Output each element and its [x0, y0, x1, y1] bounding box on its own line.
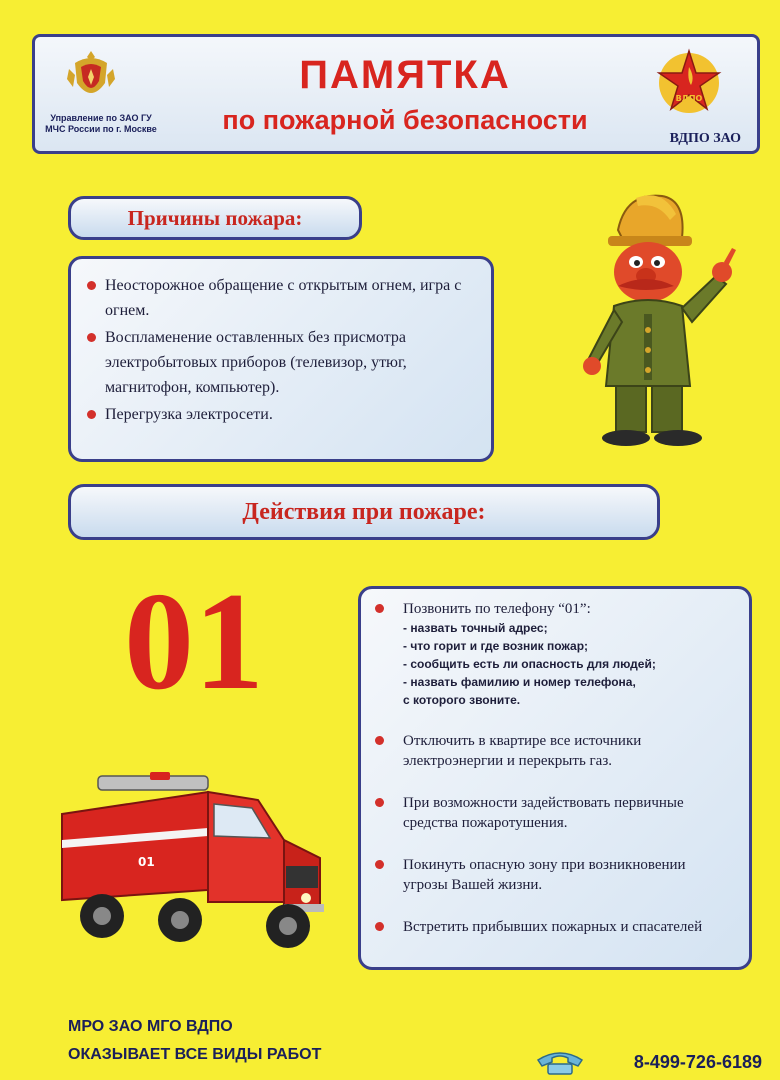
fireman-illustration [566, 190, 744, 452]
page-title: ПАМЯТКА [299, 53, 511, 97]
footer-services-line: ОКАЗЫВАЕТ ВСЕ ВИДЫ РАБОТ [68, 1046, 322, 1063]
actions-heading: Действия при пожаре: [68, 484, 660, 540]
vdpo-star-emblem-icon [649, 45, 729, 123]
emergency-number: 01 [124, 564, 264, 719]
org-left-caption: Управление по ЗАО ГУ МЧС России по г. Москве [45, 113, 157, 134]
action-item [403, 917, 733, 937]
call-detail: с которого звоните. [403, 693, 521, 707]
header-banner [32, 34, 760, 154]
action-item [403, 855, 733, 895]
cause-item: Воспламенение оставленных без присмотра электробытовых приборов (телевизор, утюг, магнитофон, компьютер). [105, 325, 475, 400]
page-subtitle: по пожарной безопасности [222, 105, 588, 135]
action-call-text: Позвонить по телефону “01”: [403, 601, 591, 617]
vdpo-emblem-text: ВДПО [675, 94, 703, 103]
cause-item: Перегрузка электросети. [105, 402, 475, 427]
action-item-text: Встретить прибывших пожарных и спасателей [403, 919, 703, 935]
causes-box [68, 256, 494, 462]
action-item-text: Покинуть опасную зону при возникновении угрозы Вашей жизни. [403, 857, 686, 893]
actions-box [358, 586, 752, 970]
call-detail: - сообщить есть ли опасность для людей; [403, 657, 656, 671]
phone-icon [532, 1046, 588, 1076]
mchs-emblem-icon [65, 47, 117, 107]
footer-org-line: МРО ЗАО МГО ВДПО [68, 1018, 233, 1035]
action-item-text: Отключить в квартире все источники электроэнергии и перекрыть газ. [403, 733, 642, 769]
fire-truck-illustration [58, 770, 328, 960]
action-item-call [403, 599, 733, 709]
action-item-text: При возможности задействовать первичные средства пожаротушения. [403, 795, 684, 831]
action-item [403, 731, 733, 771]
footer-phone: 8-499-726-6189 [633, 1052, 762, 1072]
call-detail: - назвать фамилию и номер телефона, [403, 675, 636, 689]
causes-heading: Причины пожара: [68, 196, 362, 240]
action-item [403, 793, 733, 833]
call-detail: - назвать точный адрес; [403, 621, 548, 635]
cause-item: Неосторожное обращение с открытым огнем, игра с огнем. [105, 273, 475, 323]
org-right-caption: ВДПО ЗАО [669, 131, 741, 146]
call-detail: - что горит и где возник пожар; [403, 639, 589, 653]
truck-number-text: 01 [138, 855, 155, 869]
